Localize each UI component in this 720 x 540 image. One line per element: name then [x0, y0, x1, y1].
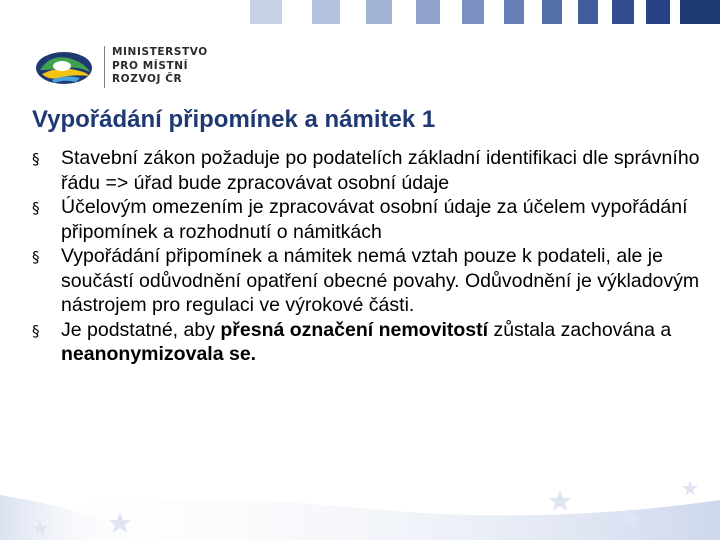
section-bullet-icon: §: [32, 150, 40, 168]
bottom-decoration: [0, 450, 720, 540]
section-bullet-icon: §: [32, 248, 40, 266]
bullet-text-bold: neanonymizovala se.: [61, 343, 257, 365]
section-bullet-icon: §: [32, 321, 40, 340]
ministry-emblem-icon: [32, 44, 100, 90]
logo-wordmark: [112, 46, 208, 87]
logo-line-3: ROZVOJ ČR: [112, 73, 183, 85]
bullet-text-plain: zůstala zachována a: [488, 318, 672, 341]
bullet-item: [32, 318, 702, 367]
ministry-logo: [32, 44, 208, 94]
bullet-text: Vypořádání připomínek a námitek nemá vztah pouze k podateli, ale je součástí odůvodnění opatření obecné povahy. Odůvodnění je výkladovým nástrojem pro regulaci ve výrokové části.: [61, 245, 700, 316]
logo-line-2: PRO MÍSTNÍ: [112, 59, 189, 72]
bullet-item: [32, 146, 702, 195]
top-checker-band: [0, 0, 720, 24]
section-bullet-icon: §: [32, 199, 40, 217]
bullet-text: Stavební zákon požaduje po podatelích základní identifikaci dle správního řádu => úřad bude zpracovávat osobní údaje: [61, 147, 700, 194]
bullet-text: Účelovým omezením je zpracovávat osobní údaje za účelem vypořádání připomínek a rozhodnutí o námitkách: [61, 196, 688, 243]
bullet-text: [61, 319, 671, 366]
bullet-item: [32, 244, 702, 318]
bullet-list: [32, 146, 702, 367]
logo-line-1: MINISTERSTVO: [112, 46, 208, 58]
logo-divider: [104, 46, 105, 88]
bullet-text-plain: Je podstatné, aby: [61, 318, 221, 341]
slide-title: Vypořádání připomínek a námitek 1: [32, 106, 436, 133]
bullet-item: [32, 195, 702, 244]
bullet-text-bold: přesná označení nemovitostí: [220, 318, 489, 341]
